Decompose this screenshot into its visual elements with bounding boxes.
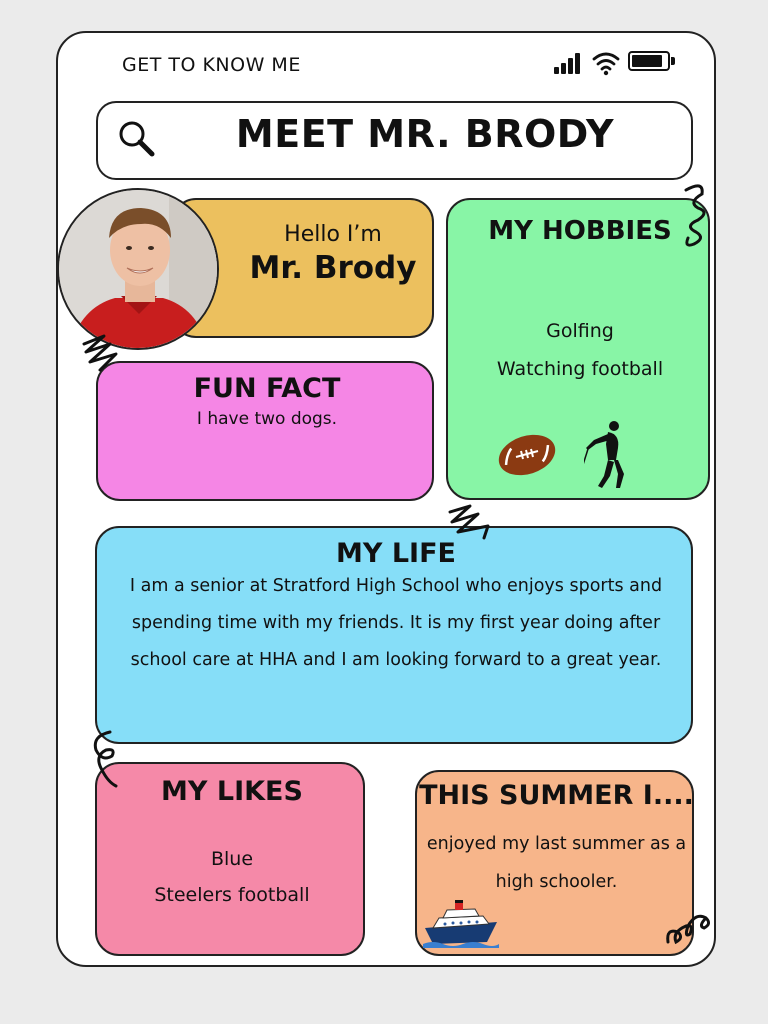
my-life-text-line: school care at HHA and I am looking forward to a great year.	[130, 650, 662, 670]
fun-fact-card	[96, 361, 434, 501]
fun-fact-text: I have two dogs.	[196, 409, 338, 429]
hobby-item: Watching football	[496, 358, 664, 380]
fun-fact-title: FUN FACT	[193, 373, 341, 404]
my-life-title: MY LIFE	[336, 538, 456, 569]
likes-item: Steelers football	[154, 884, 310, 906]
squiggle-decoration	[86, 724, 126, 792]
my-life-card	[95, 526, 693, 744]
hobbies-title: MY HOBBIES	[488, 216, 672, 246]
squiggle-decoration	[444, 500, 498, 542]
my-life-text-line: spending time with my friends. It is my first year doing after	[131, 613, 661, 633]
cruise-ship-icon	[423, 896, 499, 948]
football-icon	[496, 430, 558, 480]
this-summer-title: THIS SUMMER I....	[419, 780, 694, 811]
my-likes-card	[95, 762, 365, 956]
profile-photo	[57, 188, 219, 350]
wifi-icon	[592, 50, 620, 76]
summer-text-line: high schooler.	[495, 872, 618, 892]
greeting-text: Hello I’m	[284, 222, 382, 247]
magnifier-icon[interactable]	[116, 118, 158, 160]
battery-icon	[628, 51, 676, 73]
likes-item: Blue	[210, 848, 254, 870]
this-summer-card	[415, 770, 694, 956]
my-likes-title: MY LIKES	[161, 776, 303, 807]
summer-text-line: enjoyed my last summer as a	[426, 834, 687, 854]
squiggle-decoration	[662, 904, 718, 954]
hobby-item: Golfing	[546, 320, 614, 342]
teacher-name: Mr. Brody	[249, 250, 417, 286]
squiggle-decoration	[80, 330, 130, 376]
golfer-icon	[584, 418, 630, 490]
page-title: MEET MR. BRODY	[235, 112, 615, 156]
cellular-signal-icon	[554, 52, 584, 74]
squiggle-decoration	[668, 180, 712, 250]
status-bar-title: GET TO KNOW ME	[122, 54, 301, 76]
my-life-text-line: I am a senior at Stratford High School who enjoys sports and	[129, 576, 663, 596]
